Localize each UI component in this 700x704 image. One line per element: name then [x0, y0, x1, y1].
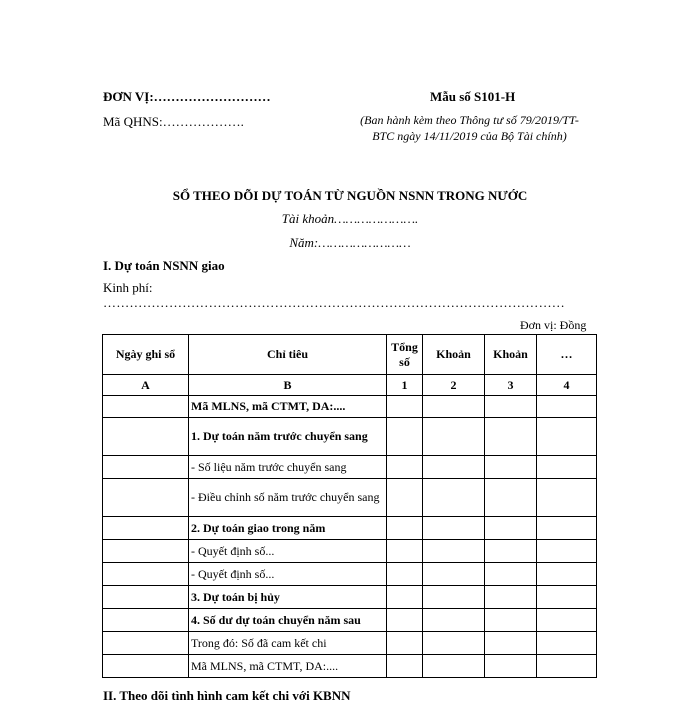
empty-cell — [423, 655, 485, 678]
column-label: 2 — [423, 375, 485, 396]
row-indicator-text: 2. Dự toán giao trong năm — [189, 517, 387, 540]
empty-cell — [103, 418, 189, 456]
empty-cell — [485, 632, 537, 655]
section-heading-2: II. Theo dõi tình hình cam kết chi với KBNN — [103, 688, 351, 703]
empty-cell — [485, 456, 537, 479]
row-indicator-text: Mã MLNS, mã CTMT, DA:.... — [189, 396, 387, 418]
empty-cell — [103, 609, 189, 632]
year-line: Năm:…………………… — [289, 235, 411, 250]
form-code: Mẫu số S101-H — [430, 89, 516, 104]
row-indicator-text: 3. Dự toán bị hủy — [189, 586, 387, 609]
table-row — [103, 586, 597, 609]
row-indicator-text: - Quyết định số... — [189, 540, 387, 563]
table-row — [103, 632, 597, 655]
empty-cell — [423, 479, 485, 517]
column-header-total: Tổng số — [387, 335, 423, 375]
empty-cell — [423, 540, 485, 563]
account-line: Tài khoản…………………. — [281, 211, 419, 226]
table-row — [103, 479, 597, 517]
empty-cell — [423, 517, 485, 540]
column-header-indicator: Chỉ tiêu — [189, 335, 387, 375]
table-row — [103, 517, 597, 540]
currency-unit: Đơn vị: Đồng — [520, 318, 587, 332]
funding-fill-line: …………………………………………………………………………………………… — [103, 295, 565, 310]
empty-cell — [485, 609, 537, 632]
empty-cell — [537, 479, 597, 517]
empty-cell — [537, 540, 597, 563]
empty-cell — [103, 540, 189, 563]
column-label: 3 — [485, 375, 537, 396]
row-indicator-text: - Quyết định số... — [189, 563, 387, 586]
empty-cell — [537, 632, 597, 655]
table-row — [103, 609, 597, 632]
row-indicator-text: 4. Số dư dự toán chuyển năm sau — [189, 609, 387, 632]
empty-cell — [387, 418, 423, 456]
table-row — [103, 563, 597, 586]
table-row — [103, 655, 597, 678]
empty-cell — [423, 418, 485, 456]
column-label: A — [103, 375, 189, 396]
empty-cell — [387, 396, 423, 418]
table-row — [103, 418, 597, 456]
empty-cell — [423, 563, 485, 586]
empty-cell — [423, 586, 485, 609]
column-label: B — [189, 375, 387, 396]
empty-cell — [537, 418, 597, 456]
unit-label: ĐƠN VỊ:……………………… — [103, 89, 271, 104]
row-indicator-text: 1. Dự toán năm trước chuyển sang — [189, 418, 387, 456]
empty-cell — [485, 418, 537, 456]
empty-cell — [103, 456, 189, 479]
empty-cell — [103, 396, 189, 418]
empty-cell — [387, 563, 423, 586]
empty-cell — [537, 563, 597, 586]
row-indicator-text: Trong đó: Số đã cam kết chi — [189, 632, 387, 655]
empty-cell — [387, 540, 423, 563]
empty-cell — [485, 563, 537, 586]
form-issuance-note: (Ban hành kèm theo Thông tư số 79/2019/TT-BTC ngày 14/11/2019 của Bộ Tài chính) — [360, 113, 579, 143]
empty-cell — [423, 632, 485, 655]
empty-cell — [423, 609, 485, 632]
column-label: 1 — [387, 375, 423, 396]
empty-cell — [387, 609, 423, 632]
empty-cell — [537, 456, 597, 479]
empty-cell — [485, 479, 537, 517]
budget-ledger-table — [102, 334, 597, 678]
column-header-date: Ngày ghi sổ — [103, 335, 189, 375]
empty-cell — [485, 396, 537, 418]
empty-cell — [103, 655, 189, 678]
empty-cell — [103, 632, 189, 655]
empty-cell — [537, 396, 597, 418]
empty-cell — [103, 517, 189, 540]
table-row — [103, 540, 597, 563]
empty-cell — [537, 609, 597, 632]
section-heading-1: I. Dự toán NSNN giao — [103, 258, 225, 273]
table-row — [103, 456, 597, 479]
empty-cell — [387, 479, 423, 517]
empty-cell — [387, 655, 423, 678]
empty-cell — [485, 540, 537, 563]
budget-unit-code-label: Mã QHNS:………………. — [103, 114, 244, 129]
empty-cell — [103, 479, 189, 517]
empty-cell — [485, 586, 537, 609]
table-row — [103, 396, 597, 418]
column-label: 4 — [537, 375, 597, 396]
row-indicator-text: - Điều chỉnh số năm trước chuyển sang — [189, 479, 387, 517]
row-indicator-text: - Số liệu năm trước chuyển sang — [189, 456, 387, 479]
empty-cell — [387, 632, 423, 655]
empty-cell — [423, 456, 485, 479]
empty-cell — [537, 655, 597, 678]
column-header-more: … — [537, 335, 597, 375]
empty-cell — [537, 586, 597, 609]
column-header-item-1: Khoản — [423, 335, 485, 375]
row-indicator-text: Mã MLNS, mã CTMT, DA:.... — [189, 655, 387, 678]
empty-cell — [387, 586, 423, 609]
empty-cell — [103, 563, 189, 586]
empty-cell — [103, 586, 189, 609]
empty-cell — [387, 517, 423, 540]
empty-cell — [537, 517, 597, 540]
funding-label: Kinh phí: — [103, 280, 153, 295]
empty-cell — [423, 396, 485, 418]
column-header-item-2: Khoản — [485, 335, 537, 375]
document-title: SỔ THEO DÕI DỰ TOÁN TỪ NGUỒN NSNN TRONG NƯỚC — [172, 188, 528, 203]
empty-cell — [387, 456, 423, 479]
empty-cell — [485, 517, 537, 540]
empty-cell — [485, 655, 537, 678]
